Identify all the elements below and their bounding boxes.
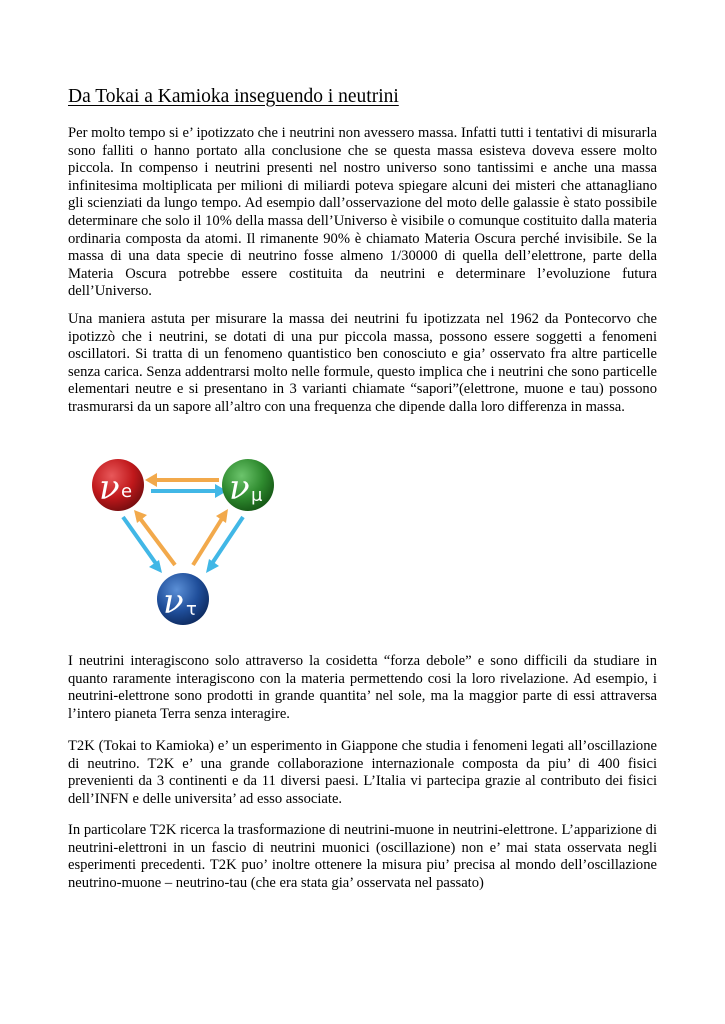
arrow-e-to-tau xyxy=(123,517,162,573)
paragraph-t2k-goals: In particolare T2K ricerca la trasformazione di neutrini-muone in neutrini-elettrone. L’apparizione di neutrini-elettroni in un fascio di neutrini muonici (oscillazione) non e’ mai stata osservata negli esperimenti precedenti. T2K puo’ inoltre ottenere la misura piu’ precisa al mondo dell’oscillazione neutrino-muone – neutrino-tau (che era stata gia’ osservata nel passato) xyxy=(68,822,657,891)
nu-tau-subscript: τ xyxy=(186,599,197,620)
page-title: Da Tokai a Kamioka inseguendo i neutrini xyxy=(68,86,399,107)
nu-e-symbol: ν xyxy=(99,468,120,508)
paragraph-intro: Per molto tempo si e’ ipotizzato che i neutrini non avessero massa. Infatti tutti i tentativi di misurarla sono falliti o hanno portato alla conclusione che se questa massa esisteva doveva essere molto piccola. In compenso i neutrini presenti nel nostro universo sono tantissimi e anche una massa infinitesima moltiplicata per milioni di miliardi poteva spiegare alcuni dei misteri che attanagliano gli scienziati da lungo tempo. Ad esempio dall’osservazione del moto delle galassie è stato possibile determinare che solo il 10% della massa dell’Universo è visibile o comunque costituito dalla materia ordinaria composta da atomi. Il rimanente 90% è chiamato Materia Oscura perché invisibile. Se la massa di una data specie di neutrino fosse almeno 1/30000 di quella dell’elettrone, parte della Materia Oscura potrebbe essere costituita da neutrini e determinare l’evoluzione futura dell’Universo. xyxy=(68,125,657,300)
arrow-tau-to-e xyxy=(134,510,175,565)
nu-mu-subscript: μ xyxy=(251,485,263,506)
neutrino-muon-node xyxy=(222,459,274,511)
arrow-mu-to-e xyxy=(145,473,219,487)
neutrino-electron-node xyxy=(92,459,144,511)
neutrino-oscillation-diagram xyxy=(85,447,285,632)
paragraph-t2k: T2K (Tokai to Kamioka) e’ un esperimento in Giappone che studia i fenomeni legati all’oscillazione di neutrino. T2K e’ una grande collaborazione internazionale composta da piu’ di 400 fisici prevenienti da 3 continenti e da 11 diversi paesi. L’Italia vi partecipa grazie al contributo dei fisici dell’INFN e delle universita’ ad esso associate. xyxy=(68,738,657,807)
arrow-e-to-mu xyxy=(151,484,227,498)
arrow-mu-to-tau xyxy=(206,517,243,573)
nu-mu-symbol: ν xyxy=(229,468,250,508)
nu-tau-symbol: ν xyxy=(163,582,184,622)
neutrino-tau-node xyxy=(157,573,209,625)
paragraph-oscillation: Una maniera astuta per misurare la massa dei neutrini fu ipotizzata nel 1962 da Pontecorvo che ipotizzò che i neutrini, se dotati di una pur piccola massa, possono essere soggetti a fenomeni oscillatori. Si tratta di un fenomeno quantistico ben conosciuto e gia’ osservato fra altre particelle senza carica. Senza addentrarsi molto nelle formule, questo implica che i neutrini che sono particelle elementari neutre e si presentano in 3 varianti chiamate “sapori”(elettrone, muone e tau) possono trasmurarsi da un sapore all’altro con una frequenza che dipende dalla loro differenza in massa. xyxy=(68,311,657,415)
arrow-tau-to-mu xyxy=(193,509,228,565)
nu-e-subscript: e xyxy=(121,481,133,502)
paragraph-weak-force: I neutrini interagiscono solo attraverso la cosidetta “forza debole” e sono difficili da studiare in quanto raramente interagiscono con la materia permettendo cosi la loro rivelazione. Ad esempio, i neutrini-elettrone sono prodotti in grande quantita’ nel sole, ma la maggior parte di essi attraversa l’intero pianeta Terra senza interagire. xyxy=(68,653,657,722)
